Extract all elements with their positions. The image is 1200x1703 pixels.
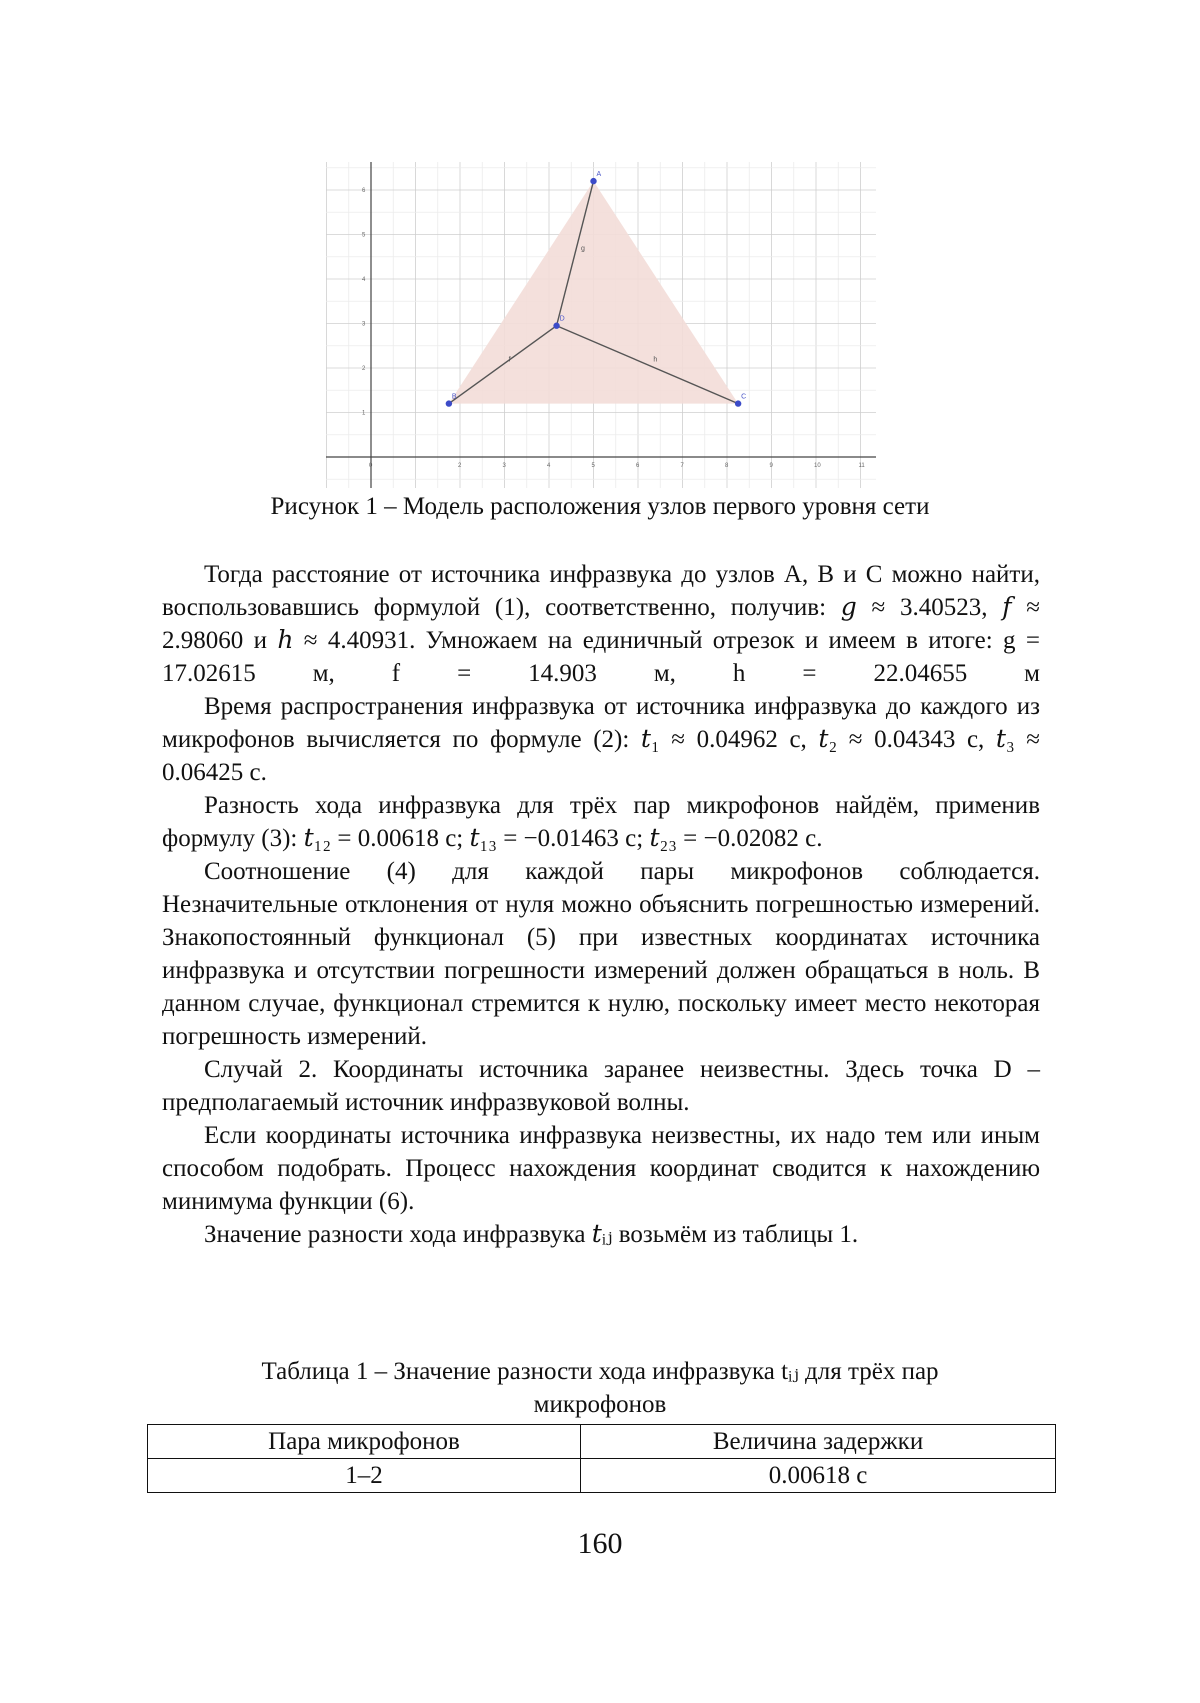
x-tick-label: 3 [502,463,506,469]
x-tick-label: 9 [769,463,773,469]
table-header-row [148,1425,1056,1459]
x-tick-label: 6 [636,463,640,469]
y-tick-label: 4 [362,277,366,283]
table-cell-delay: 0.00618 с [581,1459,1056,1493]
point-label-C: C [741,393,747,401]
x-tick-label: 5 [591,463,595,469]
x-tick-label: 2 [458,463,462,469]
paragraph-6: Если координаты источника инфразвука неизвестны, их надо тем или иным способом подобрать. Процесс нахождения координат сводится к нахождению минимума функции (6). [162,1122,1040,1215]
y-tick-label: 2 [362,366,366,372]
paragraph-5: Случай 2. Координаты источника заранее неизвестны. Здесь точка D – предполагаемый источник инфразвуковой волны. [162,1056,1040,1116]
table-header-pair: Пара микрофонов [148,1425,581,1459]
paragraph-3: Разность хода инфразвука для трёх пар микрофонов найдём, применив формулу (3): 𝑡₁₂ = 0.00618 с; 𝑡₁₃ = −0.01463 с; 𝑡₂₃ = −0.02082 с. [162,792,1040,852]
point-label-D: D [559,315,565,323]
table-caption-line-2: микрофонов [533,1391,667,1418]
figure-caption: Рисунок 1 – Модель расположения узлов первого уровня сети [270,493,930,520]
y-tick-label: 6 [362,188,366,194]
point-C [735,400,741,406]
page-number: 160 [577,1527,623,1560]
body-text [162,558,1040,1251]
paragraph-1: Тогда расстояние от источника инфразвука до узлов A, B и C можно найти, воспользовавшись формулой (1), соответственно, получив: 𝑔 ≈ 3.40523, 𝑓 ≈ 2.98060 и ℎ ≈ 4.40931. Умножаем на единичный отрезок и имеем в итоге: g = 17.02615 м, f = 14.903 м, h = 22.04655 м [162,561,1040,687]
x-tick-label: 11 [858,463,865,469]
triangle-abc [449,181,738,404]
point-label-B: B [451,393,457,401]
segment-label-f: f [508,356,511,364]
table-row [148,1459,1056,1493]
x-tick-label: 10 [814,463,821,469]
paragraph-2: Время распространения инфразвука от источника инфразвука до каждого из микрофонов вычисляется по формуле (2): 𝑡₁ ≈ 0.04962 с, 𝑡₂ ≈ 0.04343 с, 𝑡₃ ≈ 0.06425 с. [162,693,1040,786]
table-caption-line-1: Таблица 1 – Значение разности хода инфразвука tᵢⱼ для трёх пар [261,1358,939,1385]
table-caption [0,1355,1200,1421]
y-tick-label: 5 [362,232,366,239]
x-tick-label: 0 [369,463,373,469]
delay-table [147,1424,1056,1493]
y-tick-label: 3 [362,321,366,328]
figure-coordinate-plot [326,162,876,488]
x-tick-label: 8 [725,463,729,469]
segment-label-g: g [581,245,585,253]
table-header-delay: Величина задержки [581,1425,1056,1459]
segment-label-h: h [653,356,658,364]
point-D [553,323,559,329]
paragraph-7: Значение разности хода инфразвука 𝑡ᵢⱼ возьмём из таблицы 1. [204,1221,859,1248]
x-tick-label: 4 [547,463,551,469]
point-A [590,178,596,184]
point-B [446,400,452,406]
plot-canvas [326,162,876,488]
table-cell-pair: 1–2 [148,1459,581,1493]
paragraph-4: Соотношение (4) для каждой пары микрофонов соблюдается. Незначительные отклонения от нуля можно объяснить погрешностью измерений. Знакопостоянный функционал (5) при известных координатах источника инфразвука и отсутствии погрешности измерений должен обращаться в ноль. В данном случае, функционал стремится к нулю, поскольку имеет место некоторая погрешность измерений. [162,858,1040,1050]
x-tick-label: 7 [680,463,684,469]
point-label-A: A [596,171,602,179]
y-tick-label: 1 [362,410,366,417]
